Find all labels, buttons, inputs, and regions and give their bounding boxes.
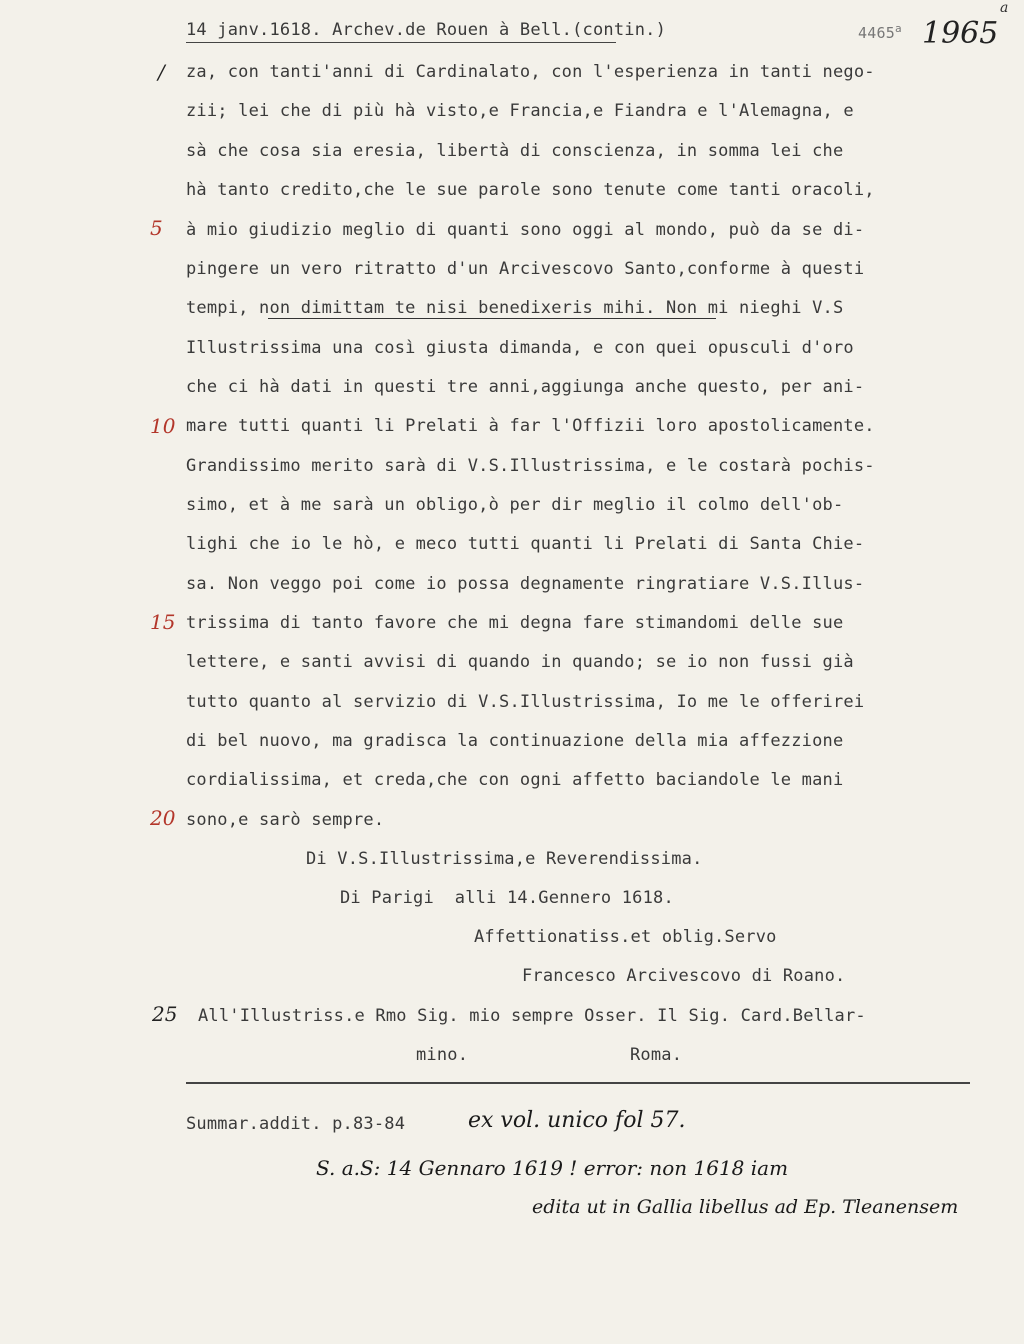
body-line: Grandissimo merito sarà di V.S.Illustrissima, e le costarà pochis- xyxy=(186,456,875,476)
typed-folio: 4465 xyxy=(858,24,895,42)
body-line: lettere, e santi avvisi di quando in quando; se io non fussi già xyxy=(186,652,854,672)
body-line: sono,e sarò sempre. xyxy=(186,810,385,830)
body-line: di bel nuovo, ma gradisca la continuazione della mia affezzione xyxy=(186,731,844,751)
quotation-underline xyxy=(268,318,716,319)
place-date: Di Parigi alli 14.Gennero 1618. xyxy=(340,888,674,908)
body-line: lighi che io le hò, e meco tutti quanti li Prelati di Santa Chie- xyxy=(186,534,865,554)
typed-folio-number xyxy=(858,22,902,42)
body-line: za, con tanti'anni di Cardinalato, con l'esperienza in tanti nego- xyxy=(186,62,875,82)
handwritten-note-3: edita ut in Gallia libellus ad Ep. Tleanensem xyxy=(532,1196,959,1218)
address-line-1: All'Illustriss.e Rmo Sig. mio sempre Osser. Il Sig. Card.Bellar- xyxy=(198,1006,866,1026)
typed-folio-sup: a xyxy=(894,22,902,35)
document-header: 14 janv.1618. Archev.de Rouen à Bell.(contin.) xyxy=(186,20,667,40)
handwritten-note-2: S. a.S: 14 Gennaro 1619 ! error: non 1618 iam xyxy=(316,1156,789,1180)
margin-line-20: 20 xyxy=(150,806,176,830)
margin-line-5: 5 xyxy=(150,216,163,240)
body-line: tutto quanto al servizio di V.S.Illustrissima, Io me le offerirei xyxy=(186,692,865,712)
body-line: che ci hà dati in questi tre anni,aggiunga anche questo, per ani- xyxy=(186,377,865,397)
body-line: simo, et à me sarà un obligo,ò per dir meglio il colmo dell'ob- xyxy=(186,495,844,515)
margin-line-15: 15 xyxy=(150,610,176,634)
summary-reference: Summar.addit. p.83-84 xyxy=(186,1114,406,1134)
servant-line: Affettionatiss.et oblig.Servo xyxy=(474,927,777,947)
body-line: zii; lei che di più hà visto,e Francia,e Fiandra e l'Alemagna, e xyxy=(186,101,854,121)
address-city: Roma. xyxy=(630,1045,683,1065)
body-line: Illustrissima una così giusta dimanda, e con quei opusculi d'oro xyxy=(186,338,854,358)
body-line: sa. Non veggo poi come io possa degnamente ringratiare V.S.Illus- xyxy=(186,574,865,594)
body-line: trissima di tanto favore che mi degna fare stimandomi delle sue xyxy=(186,613,844,633)
signature-line: Francesco Arcivescovo di Roano. xyxy=(522,966,846,986)
body-line: à mio giudizio meglio di quanti sono oggi al mondo, può da se di- xyxy=(186,220,865,240)
address-line-2: mino. xyxy=(416,1045,469,1065)
handwritten-note-1: ex vol. unico fol 57. xyxy=(468,1108,686,1133)
body-line: hà tanto credito,che le sue parole sono tenute come tanti oracoli, xyxy=(186,180,875,200)
margin-line-25: 25 xyxy=(152,1002,178,1026)
handwritten-folio-sup: a xyxy=(1000,0,1009,16)
header-underline xyxy=(186,42,616,43)
body-line: mare tutti quanti li Prelati à far l'Offizii loro apostolicamente. xyxy=(186,416,875,436)
margin-line-10: 10 xyxy=(150,414,176,438)
body-line: tempi, non dimittam te nisi benedixeris mihi. Non mi nieghi V.S xyxy=(186,298,844,318)
footer-rule xyxy=(186,1082,970,1084)
salutation: Di V.S.Illustrissima,e Reverendissima. xyxy=(306,849,703,869)
body-line: sà che cosa sia eresia, libertà di conscienza, in somma lei che xyxy=(186,141,844,161)
body-line: cordialissima, et creda,che con ogni affetto baciandole le mani xyxy=(186,770,844,790)
handwritten-folio-number: 1965 xyxy=(922,16,999,51)
margin-line-1: / xyxy=(158,60,165,84)
body-line: pingere un vero ritratto d'un Arcivescovo Santo,conforme à questi xyxy=(186,259,865,279)
